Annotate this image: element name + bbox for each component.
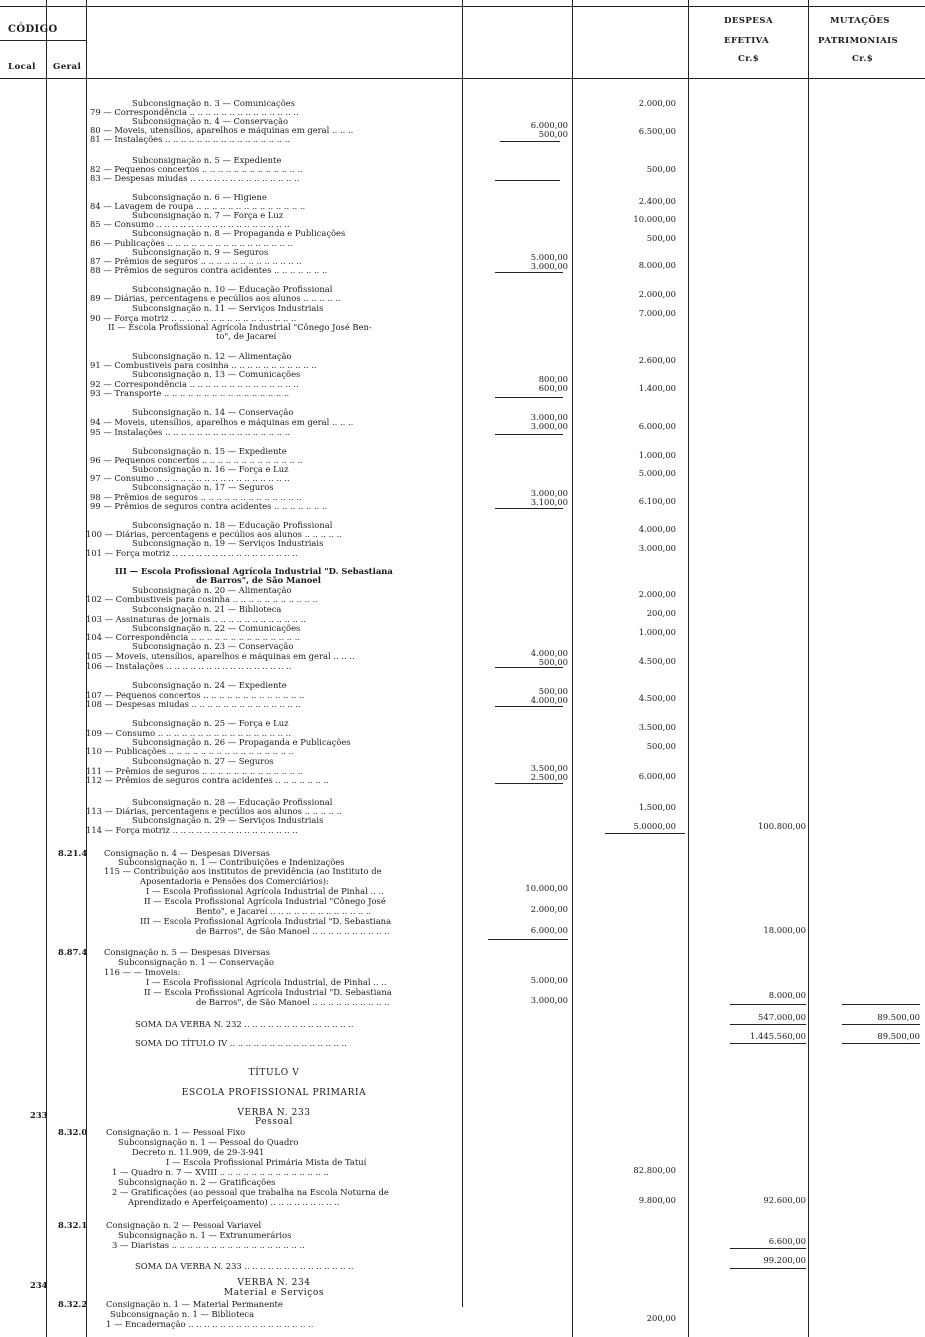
amount-partial: 6.000,00: [530, 925, 568, 935]
ledger-line: 102 — Combustiveis para cosinha .. .. .. .. .. .. .. .. .. .. ..: [86, 594, 318, 604]
ledger-line: Subconsignação n. 25 — Força e Luz: [132, 718, 289, 728]
ledger-line: 103 — Assinaturas de jornais .. .. .. .. .. .. .. .. .. .. .. ..: [86, 614, 306, 624]
subtotal-rule: [605, 833, 685, 834]
subtotal-rule: [495, 667, 563, 668]
total-rule: [842, 1043, 920, 1044]
ledger-line: Subconsignação n. 23 — Conservação: [132, 641, 294, 651]
code-local: 234: [30, 1280, 48, 1290]
ledger-line: 105 — Moveis, utensílios, aparelhos e máquinas em geral .. .. ..: [86, 651, 355, 661]
amount-subtotal: 1.000,00: [638, 627, 676, 637]
amount-partial: 3.000,00: [530, 261, 568, 271]
ledger-line: Decreto n. 11.909, de 29-3-941: [132, 1147, 265, 1157]
ledger-line: 92 — Correspondência .. .. .. .. .. .. .. .. .. .. .. .. .. ..: [90, 379, 299, 389]
ledger-line: de Barros", de São Manoel: [196, 575, 321, 585]
subtotal-rule: [730, 1004, 806, 1005]
amount-subtotal: 500,00: [646, 164, 676, 174]
amount-subtotal: 1.000,00: [638, 450, 676, 460]
ledger-line: Subconsignação n. 26 — Propaganda e Publicações: [132, 737, 351, 747]
ledger-line: 112 — Prêmios de seguros contra acidentes .. .. .. .. .. .. ..: [86, 775, 329, 785]
amount-subtotal: 200,00: [646, 608, 676, 618]
amount-partial: 3.000,00: [530, 412, 568, 422]
ledger-line: I — Escola Profissional Agrícola Industrial, de Pinhal .. ..: [146, 977, 387, 987]
amount-mutacoes: 89.500,00: [877, 1031, 920, 1041]
amount-subtotal: 8.000,00: [638, 260, 676, 270]
amount-subtotal: 7.000,00: [638, 308, 676, 318]
ledger-line: 111 — Prêmios de seguros .. .. .. .. .. .. .. .. .. .. .. .. ..: [86, 766, 304, 776]
ledger-line: 2 — Gratificações (ao pessoal que trabalha na Escola Noturna de: [112, 1187, 389, 1197]
amount-despesa-efetiva: 1.445.560,00: [750, 1031, 806, 1041]
ledger-line: SOMA DO TÍTULO IV .. .. .. .. .. .. .. .. .. .. .. .. .. .. ..: [135, 1038, 347, 1048]
amount-partial: 3.500,00: [530, 763, 568, 773]
ledger-line: Consignação n. 1 — Pessoal Fixo: [106, 1127, 246, 1137]
subtotal-rule: [495, 783, 563, 784]
amount-subtotal: 6.000,00: [638, 421, 676, 431]
amount-partial: 3.000,00: [530, 421, 568, 431]
subtotal-rule: [842, 1024, 920, 1025]
amount-subtotal: 3.500,00: [638, 722, 676, 732]
ledger-line: Subconsignação n. 16 — Força e Luz: [132, 464, 289, 474]
ledger-line: 108 — Despesas miudas .. .. .. .. .. .. .. .. .. .. .. .. .. ..: [86, 699, 301, 709]
ledger-line: II — Escola Profissional Agrícola Industrial "Cônego José Ben-: [108, 322, 372, 332]
header-mutacoes-1: MUTAÇÕES: [830, 16, 890, 26]
amount-subtotal: 4.500,00: [638, 693, 676, 703]
section-title: TÍTULO V: [248, 1068, 300, 1078]
ledger-line: Subconsignação n. 21 — Biblioteca: [132, 604, 282, 614]
ledger-line: 94 — Moveis, utensílios, aparelhos e máquinas em geral .. .. ..: [90, 417, 354, 427]
ledger-line: 80 — Moveis, utensílios, aparelhos e máquinas em geral .. .. ..: [90, 125, 354, 135]
amount-subtotal: 500,00: [646, 233, 676, 243]
header-bottom-rule: [0, 78, 925, 79]
subtotal-rule: [488, 939, 568, 940]
ledger-line: Subconsignação n. 2 — Gratificações: [118, 1177, 276, 1187]
amount-subtotal: 82.800,00: [633, 1165, 676, 1175]
amount-partial: 600,00: [538, 383, 568, 393]
amount-despesa-efetiva: 92.600,00: [763, 1195, 806, 1205]
ledger-line: Subconsignação n. 1 — Contribuições e Indenizações: [118, 857, 345, 867]
ledger-line: 85 — Consumo .. .. .. .. .. .. .. .. .. .. .. .. .. .. .. .. ..: [90, 219, 290, 229]
ledger-line: Aposentadoria e Pensões dos Comerciários):: [140, 876, 329, 886]
ledger-line: 115 — Contribuição aos institutos de previdência (ao Instituto de: [104, 866, 382, 876]
ledger-line: 88 — Prêmios de seguros contra acidentes .. .. .. .. .. .. ..: [90, 265, 328, 275]
column-divider: [46, 0, 47, 1337]
amount-partial: 500,00: [538, 657, 568, 667]
amount-subtotal: 6.100,00: [638, 496, 676, 506]
amount-partial: 2.000,00: [530, 904, 568, 914]
ledger-line: Consignação n. 5 — Despesas Diversas: [104, 947, 270, 957]
amount-partial: 800,00: [538, 374, 568, 384]
subtotal-rule: [500, 141, 560, 142]
ledger-line: 84 — Lavagem de roupa .. .. .. .. .. .. .. .. .. .. .. .. .. ..: [90, 201, 306, 211]
subtotal-rule: [495, 397, 563, 398]
ledger-line: 107 — Pequenos concertos .. .. .. .. .. .. .. .. .. .. .. .. ..: [86, 690, 305, 700]
ledger-line: 91 — Combustiveis para cosinha .. .. .. .. .. .. .. .. .. .. ..: [90, 360, 317, 370]
ledger-line: 96 — Pequenos concertos .. .. .. .. .. .. .. .. .. .. .. .. ..: [90, 455, 303, 465]
ledger-line: Aprendizado e Aperfeiçoamento) .. .. .. .. .. .. .. .. ..: [128, 1197, 340, 1207]
ledger-line: Consignação n. 4 — Despesas Diversas: [104, 848, 270, 858]
amount-subtotal: 2.000,00: [638, 289, 676, 299]
subtotal-rule: [495, 434, 563, 435]
ledger-line: 98 — Prêmios de seguros .. .. .. .. .. .. .. .. .. .. .. .. ..: [90, 492, 302, 502]
ledger-line: Subconsignação n. 1 — Conservação: [118, 957, 275, 967]
amount-mutacoes: 89.500,00: [877, 1012, 920, 1022]
ledger-line: 79 — Correspondência .. .. .. .. .. .. .. .. .. .. .. .. .. ..: [90, 107, 299, 117]
ledger-line: Subconsignação n. 9 — Seguros: [132, 247, 269, 257]
subtotal-rule: [495, 180, 560, 181]
header-mutacoes-2: PATRIMONIAIS: [818, 36, 899, 46]
amount-subtotal: 5.000,00: [638, 468, 676, 478]
amount-partial: 5.000,00: [530, 975, 568, 985]
ledger-line: 95 — Instalações .. .. .. .. .. .. .. .. .. .. .. .. .. .. .. ..: [90, 427, 291, 437]
ledger-line: Subconsignação n. 12 — Alimentação: [132, 351, 292, 361]
ledger-line: Subconsignação n. 1 — Pessoal do Quadro: [118, 1137, 299, 1147]
ledger-line: de Barros", de São Manoel .. .. .. .. .. .. .. .. .. ..: [196, 926, 390, 936]
column-divider: [572, 0, 573, 1337]
subtotal-rule: [495, 508, 563, 509]
section-title: Pessoal: [254, 1117, 294, 1127]
ledger-line: Subconsignação n. 6 — Higiene: [132, 192, 267, 202]
ledger-line: 110 — Publicações .. .. .. .. .. .. .. .. .. .. .. .. .. .. .. ..: [86, 746, 294, 756]
header-codigo-rule: [0, 40, 86, 41]
amount-partial: 500,00: [538, 686, 568, 696]
ledger-line: 106 — Instalações .. .. .. .. .. .. .. .. .. .. .. .. .. .. .. ..: [86, 661, 292, 671]
ledger-line: Subconsignação n. 22 — Comunicações: [132, 623, 301, 633]
amount-despesa-efetiva: 6.600,00: [768, 1236, 806, 1246]
ledger-line: II — Escola Profissional Agrícola Industrial "Cônego José: [144, 896, 386, 906]
subtotal-rule: [495, 272, 563, 273]
amount-subtotal: 2.000,00: [638, 589, 676, 599]
ledger-line: II — Escola Profissional Agrícola Industrial "D. Sebastiana: [144, 987, 392, 997]
amount-partial: 4.000,00: [530, 648, 568, 658]
ledger-line: Consignação n. 1 — Material Permanente: [106, 1299, 283, 1309]
ledger-line: to", de Jacareí: [216, 331, 277, 341]
amount-subtotal: 1.400,00: [638, 383, 676, 393]
ledger-line: 113 — Diárias, percentagens e pecúlios aos alunos .. .. .. .. ..: [86, 806, 342, 816]
ledger-line: I — Escola Profissional Primária Mista de Tatuí: [166, 1157, 367, 1167]
section-title: ESCOLA PROFISSIONAL PRIMARIA: [181, 1088, 367, 1098]
amount-despesa-efetiva: 547.000,00: [758, 1012, 806, 1022]
ledger-line: 109 — Consumo .. .. .. .. .. .. .. .. .. .. .. .. .. .. .. .. ..: [86, 728, 291, 738]
amount-subtotal: 6.000,00: [638, 771, 676, 781]
ledger-line: Subconsignação n. 4 — Conservação: [132, 116, 289, 126]
code-geral: 8.87.4: [58, 947, 88, 957]
amount-partial: 10.000,00: [525, 883, 568, 893]
amount-subtotal: 5.0000,00: [633, 821, 676, 831]
ledger-line: Subconsignação n. 7 — Força e Luz: [132, 210, 284, 220]
ledger-line: SOMA DA VERBA N. 232 .. .. .. .. .. .. .. .. .. .. .. .. .. ..: [135, 1019, 354, 1029]
ledger-line: Subconsignação n. 29 — Serviços Industriais: [132, 815, 324, 825]
ledger-line: Subconsignação n. 28 — Educação Profissional: [132, 797, 333, 807]
ledger-line: Subconsignação n. 8 — Propaganda e Publicações: [132, 228, 346, 238]
amount-subtotal: 2.600,00: [638, 355, 676, 365]
subtotal-rule: [495, 706, 563, 707]
amount-partial: 3.000,00: [530, 488, 568, 498]
amount-partial: 6.000,00: [530, 120, 568, 130]
amount-despesa-efetiva: 8.000,00: [768, 990, 806, 1000]
ledger-line: 1 — Quadro n. 7 — XVIII .. .. .. .. .. .. .. .. .. .. .. .. .. ..: [112, 1167, 329, 1177]
ledger-line: Subconsignação n. 24 — Expediente: [132, 680, 287, 690]
column-divider: [688, 0, 689, 1337]
amount-subtotal: 6.500,00: [638, 126, 676, 136]
header-despesa-1: DESPESA: [724, 16, 773, 26]
ledger-line: SOMA DA VERBA N. 233 .. .. .. .. .. .. .. .. .. .. .. .. .. ..: [135, 1261, 354, 1271]
code-geral: 8.32.2: [58, 1299, 88, 1309]
ledger-line: Subconsignação n. 3 — Comunicações: [132, 98, 296, 108]
ledger-line: 104 — Correspondência .. .. .. .. .. .. .. .. .. .. .. .. .. ..: [86, 632, 301, 642]
ledger-line: 1 — Encadernação .. .. .. .. .. .. .. .. .. .. .. .. .. .. .. ..: [106, 1319, 314, 1329]
section-title: VERBA N. 233: [237, 1108, 311, 1118]
amount-partial: 4.000,00: [530, 695, 568, 705]
header-geral: Geral: [53, 62, 82, 72]
total-rule: [730, 1043, 806, 1044]
ledger-line: Subconsignação n. 13 — Comunicações: [132, 369, 301, 379]
ledger-line: Subconsignação n. 5 — Expediente: [132, 155, 282, 165]
ledger-line: III — Escola Profissional Agrícola Industrial "D. Sebastiana: [115, 566, 393, 576]
amount-subtotal: 4.000,00: [638, 524, 676, 534]
ledger-line: de Barros", de São Manoel .. .. .. .. .. .. .. .. .. ..: [196, 997, 390, 1007]
ledger-line: Subconsignação n. 1 — Extranumerários: [118, 1230, 292, 1240]
amount-subtotal: 9.800,00: [638, 1195, 676, 1205]
amount-subtotal: 500,00: [646, 741, 676, 751]
ledger-line: 100 — Diárias, percentagens e pecúlios aos alunos .. .. .. .. ..: [86, 529, 342, 539]
subtotal-rule: [730, 1024, 806, 1025]
ledger-line: Subconsignação n. 15 — Expediente: [132, 446, 287, 456]
ledger-line: I — Escola Profissional Agrícola Industrial de Pinhal .. ..: [146, 886, 384, 896]
ledger-line: 97 — Consumo .. .. .. .. .. .. .. .. .. .. .. .. .. .. .. .. ..: [90, 473, 290, 483]
amount-partial: 3.100,00: [530, 497, 568, 507]
header-codigo: CÓDIGO: [8, 24, 58, 35]
amount-subtotal: 2.400,00: [638, 196, 676, 206]
amount-subtotal: 4.500,00: [638, 656, 676, 666]
ledger-line: 116 — — Imoveis:: [104, 967, 181, 977]
ledger-line: Subconsignação n. 19 — Serviços Industriais: [132, 538, 324, 548]
column-divider: [808, 0, 809, 1337]
amount-subtotal: 2.000,00: [638, 98, 676, 108]
header-mutacoes-3: Cr.$: [852, 54, 874, 64]
code-local: 233: [30, 1110, 48, 1120]
ledger-line: Subconsignação n. 27 — Seguros: [132, 756, 274, 766]
ledger-line: 82 — Pequenos concertos .. .. .. .. .. .. .. .. .. .. .. .. ..: [90, 164, 303, 174]
ledger-line: Consignação n. 2 — Pessoal Variavel: [106, 1220, 262, 1230]
ledger-line: 89 — Diárias, percentagens e pecúlios aos alunos .. .. .. .. ..: [90, 293, 341, 303]
ledger-line: 83 — Despesas miudas .. .. .. .. .. .. .. .. .. .. .. .. .. ..: [90, 173, 300, 183]
amount-subtotal: 10.000,00: [633, 214, 676, 224]
amount-subtotal: 1.500,00: [638, 802, 676, 812]
column-divider: [462, 0, 463, 1307]
ledger-line: Subconsignação n. 10 — Educação Profissional: [132, 284, 333, 294]
amount-despesa-efetiva: 100.800,00: [758, 821, 806, 831]
ledger-line: 101 — Força motriz .. .. .. .. .. .. .. .. .. .. .. .. .. .. .. ..: [86, 548, 298, 558]
amount-subtotal: 3.000,00: [638, 543, 676, 553]
ledger-line: Subconsignação n. 17 — Seguros: [132, 482, 274, 492]
ledger-line: Subconsignação n. 11 — Serviços Industriais: [132, 303, 324, 313]
amount-partial: 5.000,00: [530, 252, 568, 262]
ledger-line: III — Escola Profissional Agrícola Industrial "D. Sebastiana: [140, 916, 392, 926]
subtotal-rule: [842, 1004, 920, 1005]
amount-subtotal: 200,00: [646, 1313, 676, 1323]
code-geral: 8.21.4: [58, 848, 88, 858]
ledger-line: Subconsignação n. 20 — Alimentação: [132, 585, 292, 595]
code-geral: 8.32.1: [58, 1220, 88, 1230]
amount-partial: 2.500,00: [530, 772, 568, 782]
total-rule: [730, 1268, 806, 1269]
header-despesa-2: EFETIVA: [724, 36, 770, 46]
header-despesa-3: Cr.$: [738, 54, 760, 64]
ledger-line: 99 — Prêmios de seguros contra acidentes .. .. .. .. .. .. ..: [90, 501, 328, 511]
section-title: Material e Serviços: [223, 1288, 325, 1298]
ledger-line: 93 — Transporte .. .. .. .. .. .. .. .. .. .. .. .. .. .. .. ..: [90, 388, 290, 398]
ledger-line: 3 — Diaristas .. .. .. .. .. .. .. .. .. .. .. .. .. .. .. .. ..: [112, 1240, 305, 1250]
ledger-line: Subconsignação n. 14 — Conservação: [132, 407, 294, 417]
ledger-line: Bento", e Jacareí .. .. .. .. .. .. .. .. .. .. .. .. ..: [196, 906, 372, 916]
ledger-line: 81 — Instalações .. .. .. .. .. .. .. .. .. .. .. .. .. .. .. ..: [90, 134, 291, 144]
amount-partial: 3.000,00: [530, 995, 568, 1005]
ledger-line: 86 — Publicações .. .. .. .. .. .. .. .. .. .. .. .. .. .. .. ..: [90, 238, 293, 248]
header-local: Local: [8, 62, 36, 72]
ledger-line: 90 — Força motriz .. .. .. .. .. .. .. .. .. .. .. .. .. .. .. ..: [90, 313, 297, 323]
ledger-line: 87 — Prêmios de seguros .. .. .. .. .. .. .. .. .. .. .. .. ..: [90, 256, 302, 266]
ledger-line: Subconsignação n. 18 — Educação Profissional: [132, 520, 333, 530]
amount-partial: 500,00: [538, 129, 568, 139]
amount-despesa-efetiva: 99.200,00: [763, 1255, 806, 1265]
ledger-line: 114 — Força motriz .. .. .. .. .. .. .. .. .. .. .. .. .. .. .. ..: [86, 825, 298, 835]
amount-despesa-efetiva: 18.000,00: [763, 925, 806, 935]
header-top-rule: [0, 6, 925, 7]
section-title: VERBA N. 234: [237, 1278, 311, 1288]
ledger-line: Subconsignação n. 1 — Biblioteca: [110, 1309, 255, 1319]
code-geral: 8.32.0: [58, 1127, 88, 1137]
subtotal-rule: [730, 1248, 806, 1249]
